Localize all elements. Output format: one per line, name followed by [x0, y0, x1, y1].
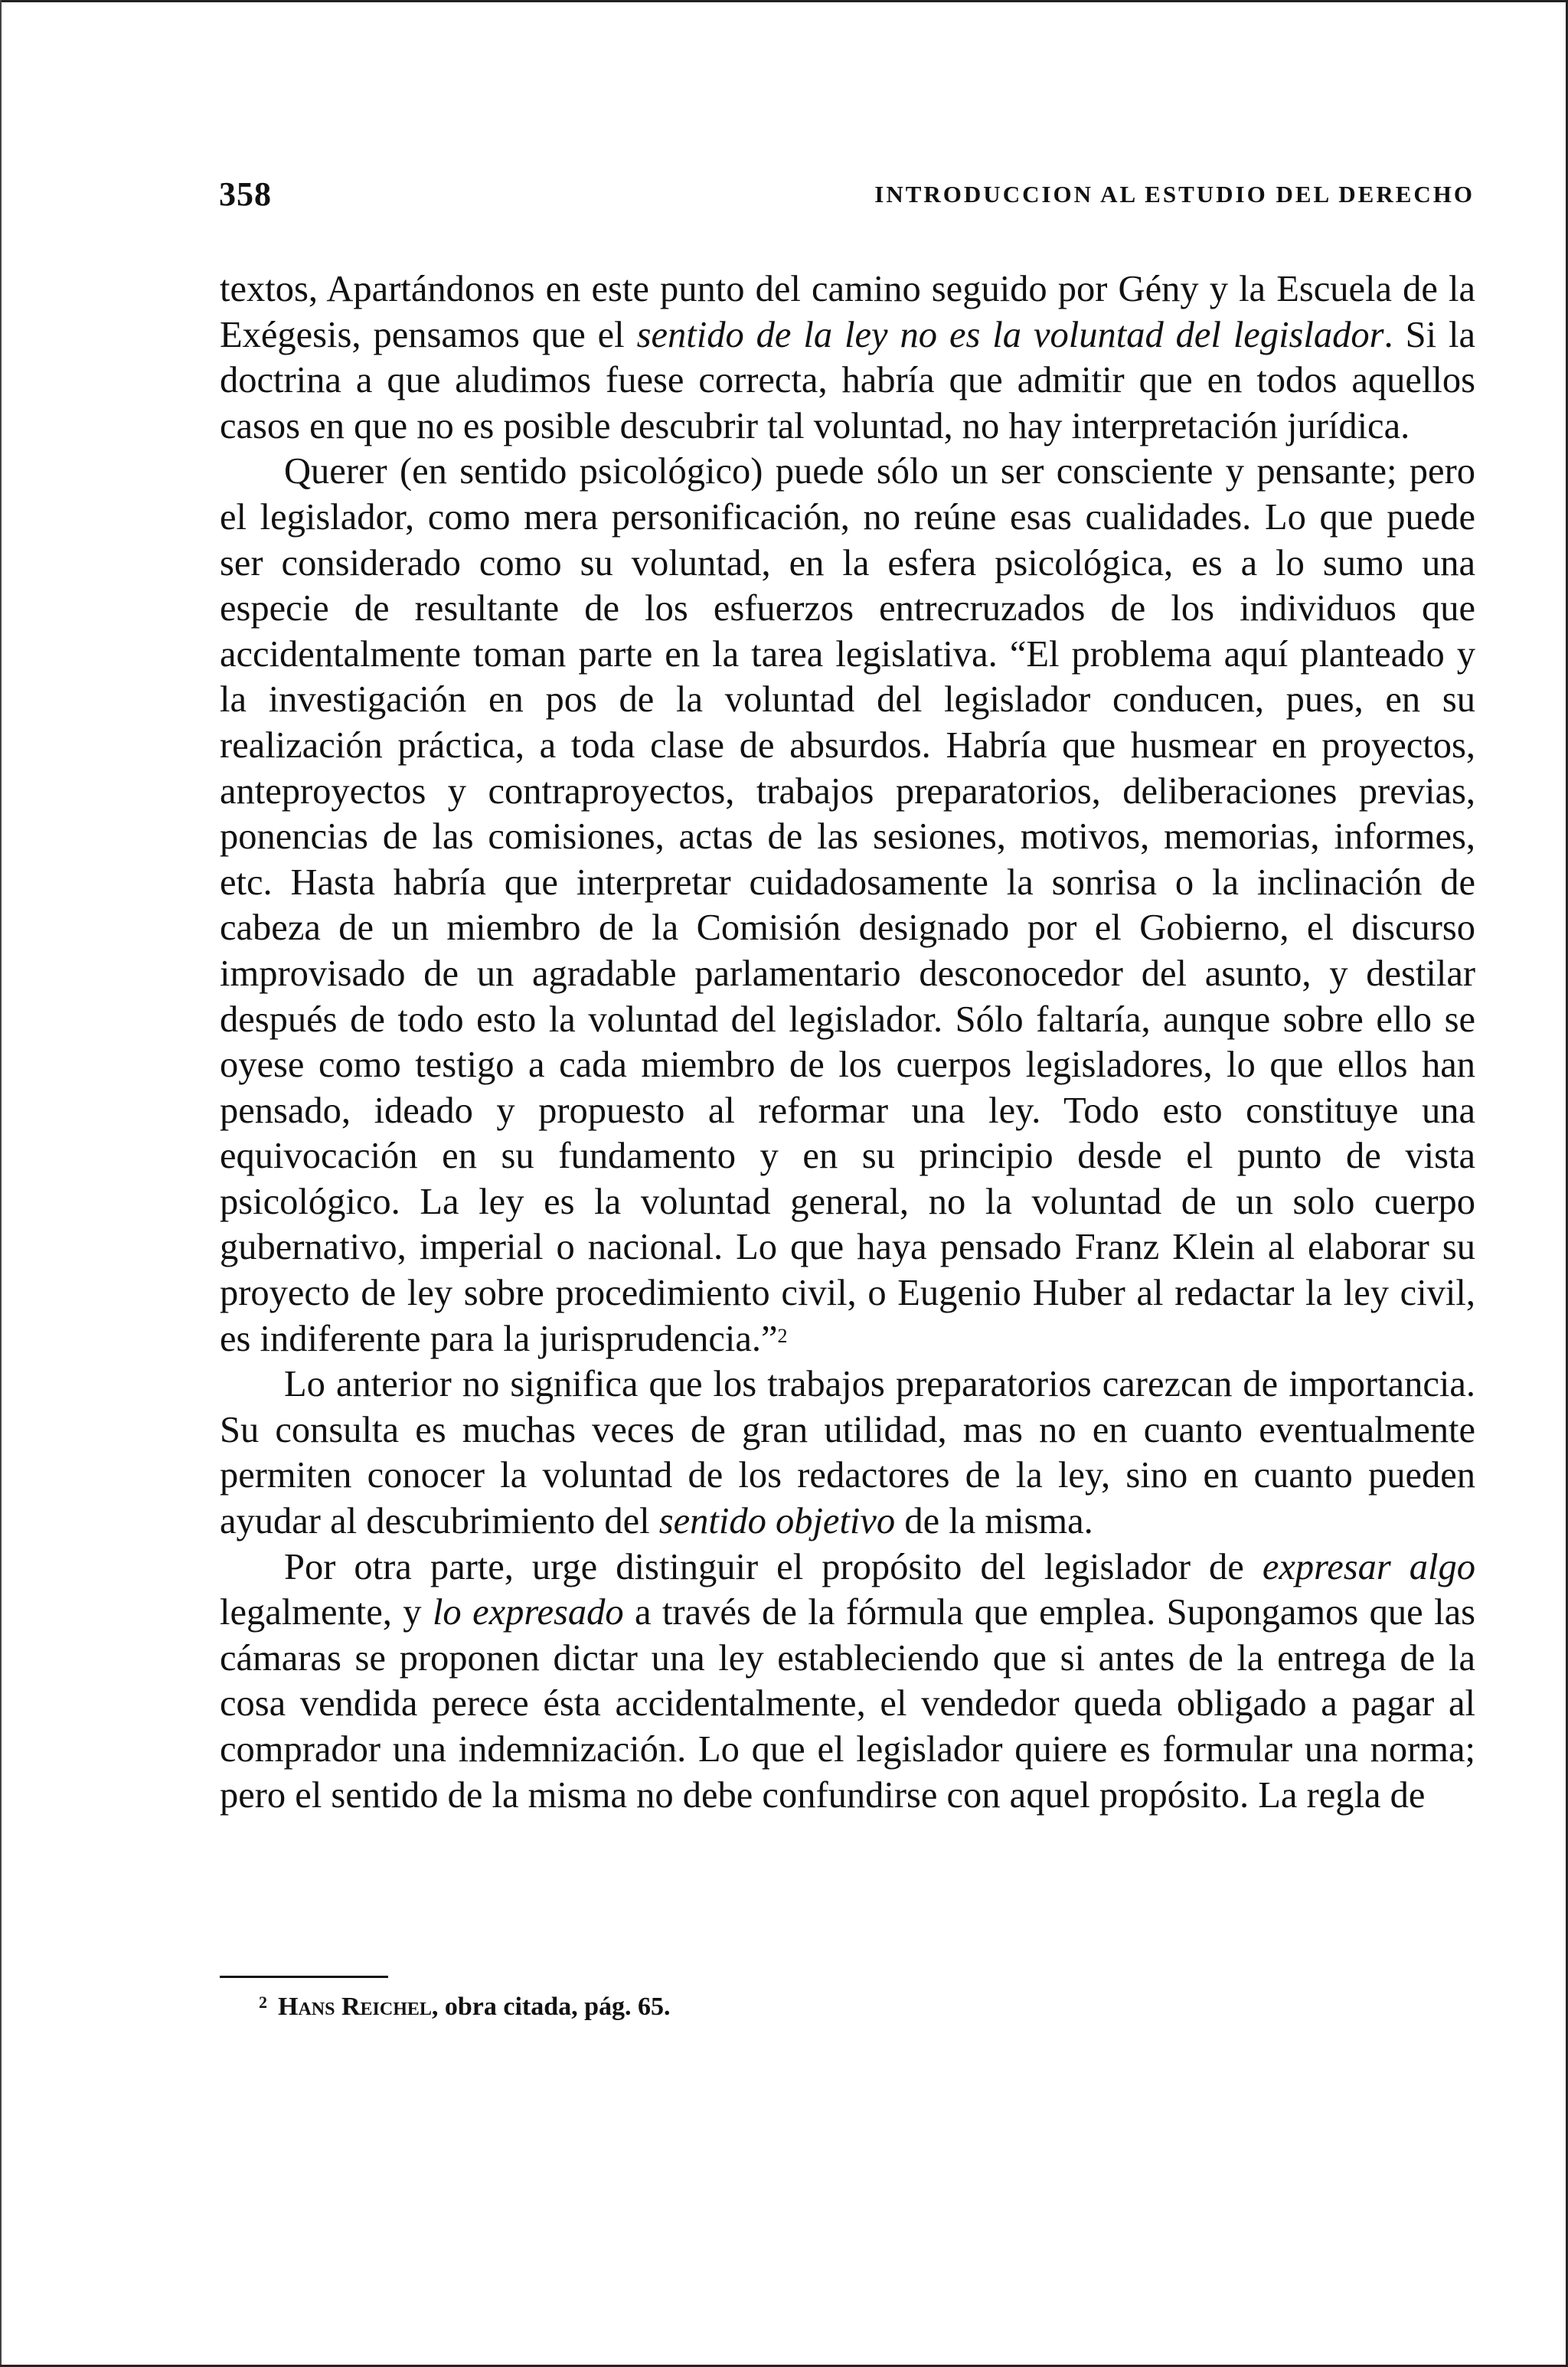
paragraph [220, 1362, 1475, 1544]
page-edge-top [0, 0, 1568, 2]
text-run: de la misma. [895, 1501, 1093, 1542]
text-run: Por otra parte, urge distinguir el propósito del legislador de [284, 1546, 1263, 1587]
footnote [259, 1993, 671, 2022]
text-run: . Si la doctrina a que aludimos fuese correcta, habría que admitir que en todos aquellos casos en que no es posible descubrir tal voluntad, no hay interpretación jurídica. [220, 314, 1475, 446]
paragraph [220, 1545, 1475, 1819]
text-run: legalmente, y [220, 1592, 433, 1633]
footnote-number: 2 [259, 1993, 267, 2012]
running-title: INTRODUCCION AL ESTUDIO DEL DERECHO [874, 181, 1475, 208]
page-edge-left [0, 0, 2, 2367]
page-number: 358 [219, 175, 272, 213]
paragraph [220, 266, 1475, 449]
paragraph [220, 449, 1475, 1362]
footnote-author: Hans Reichel [278, 1993, 432, 2021]
body-text [220, 266, 1475, 1818]
text-run: a través de la fórmula que emplea. Supongamos que las cámaras se proponen dictar una ley estableciendo que si antes de la entrega de la cosa vendida perece ésta accidentalmente, el vendedor queda obligado a pagar al comprador una indemnización. Lo que el legislador quiere es formular una norma; pero el sentido de la misma no debe confundirse con aquel propósito. La regla de [220, 1592, 1475, 1816]
italic-phrase: sentido objetivo [658, 1501, 896, 1542]
footnote-reference: 2 [777, 1324, 788, 1347]
italic-phrase: lo expresado [432, 1592, 624, 1633]
footnote-text: , obra citada, pág. 65. [431, 1993, 671, 2021]
italic-phrase: sentido de la ley no es la voluntad del legislador [636, 314, 1384, 355]
text-run: Querer (en sentido psicológico) puede sólo un ser consciente y pensante; pero el legislador, como mera personificación, no reúne esas cualidades. Lo que puede ser considerado como su voluntad, en la esfera psicológica, es a lo sumo una especie de resultante de los esfuerzos entrecruzados de los individuos que accidentalmente toman parte en la tarea legislativa. “El problema aquí planteado y la investigación en pos de la voluntad del legislador conducen, pues, en su realización práctica, a toda clase de absurdos. Habría que husmear en proyectos, anteproyectos y contraproyectos, trabajos preparatorios, deliberaciones previas, ponencias de las comisiones, actas de las sesiones, motivos, memorias, informes, etc. Hasta habría que interpretar cuidadosamente la sonrisa o la inclinación de cabeza de un miembro de la Comisión designado por el Gobierno, el discurso improvisado de un agradable parlamentario desconocedor del asunto, y destilar después de todo esto la voluntad del legislador. Sólo faltaría, aunque sobre ello se oyese como testigo a cada miembro de los cuerpos legisladores, lo que ellos han pensado, ideado y propuesto al reformar una ley. Todo esto constituye una equivocación en su fundamento y en su principio desde el punto de vista psicológico. La ley es la voluntad general, no la voluntad de un solo cuerpo gubernativo, imperial o nacional. Lo que haya pensado Franz Klein al elaborar su proyecto de ley sobre procedimiento civil, o Eugenio Huber al redactar la ley civil, es indiferente para la jurisprudencia.” [220, 451, 1475, 1359]
italic-phrase: expresar algo [1262, 1546, 1475, 1587]
footnote-rule [220, 1976, 388, 1978]
text-run: Lo anterior no significa que los trabajos preparatorios carezcan de importancia. Su consulta es muchas veces de gran utilidad, mas no en cuanto eventualmente permiten conocer la voluntad de los redactores de la ley, sino en cuanto pueden ayudar al descubrimiento del [220, 1364, 1475, 1542]
text-run: textos, Apartándonos en este punto del camino seguido por Gény y la Escuela de la Exégesis, pensamos que el [220, 269, 1475, 355]
